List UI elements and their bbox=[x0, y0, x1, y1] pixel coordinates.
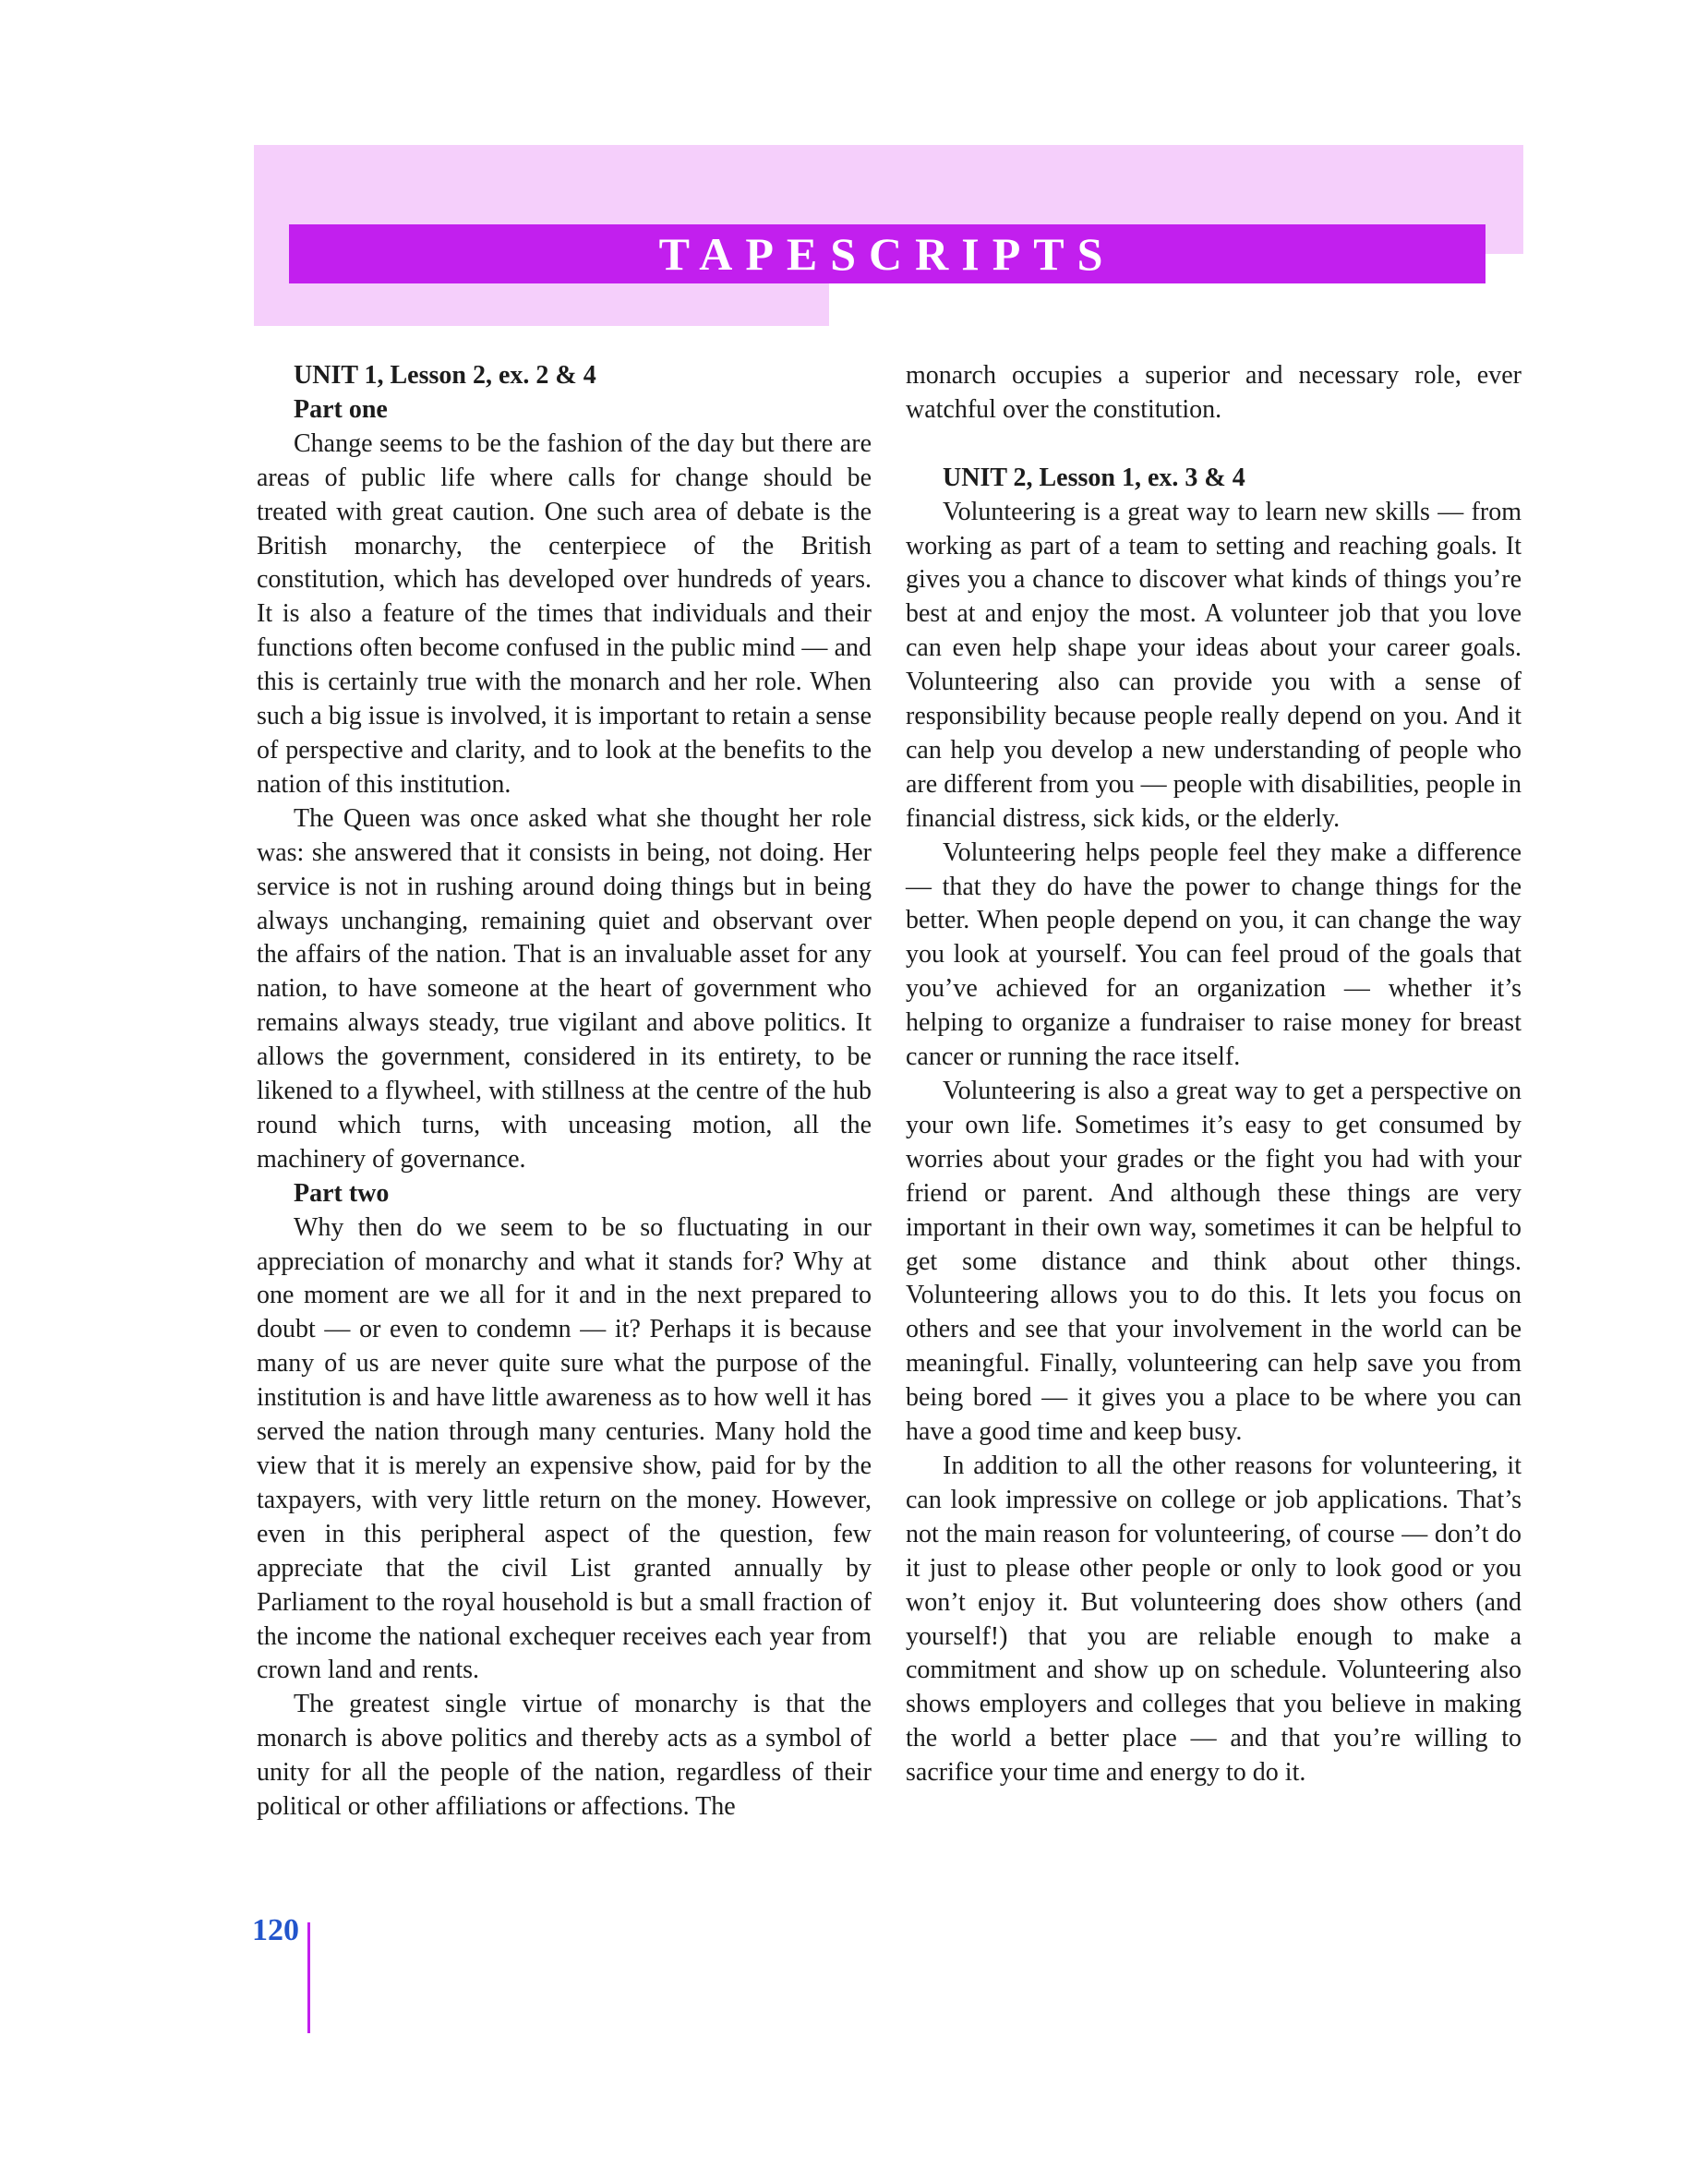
paragraph: Volunteering is a great way to learn new skills — from working as part of a team to setting and reaching goals. It gives you a chance to discover what kinds of things you’re best at and enjoy the most. A volunteer job that you love can even help shape your ideas about your career goals. Volunteering also can provide you with a sense of responsibility because people really depend on you. And it can help you develop a new understanding of people who are different from you — people with disabilities, people in financial distress, sick kids, or the elderly. bbox=[906, 497, 1522, 833]
paragraph: Change seems to be the fashion of the day but there are areas of public life where calls for change should be treated with great caution. One such area of debate is the British monarchy, the centerpiece of the British constitution, which has developed over hundreds of years. It is also a feature of the times that individuals and their functions often become confused in the public mind — and this is certainly true with the monarch and her role. When such a big issue is involved, it is important to retain a sense of perspective and clarity, and to look at the benefits to the nation of this institution. bbox=[257, 428, 872, 799]
paragraph: In addition to all the other reasons for volunteering, it can look impressive on college or job applications. That’s not the main reason for volunteering, of course — don’t do it just to please other people or only to look good or you won’t enjoy it. But volunteering does show others (and yourself!) that you are reliable enough to make a commitment and show up on schedule. Volunteering also shows employers and colleges that you believe in making the world a better place — and that you’re willing to sacrifice your time and energy to do it. bbox=[906, 1451, 1522, 1788]
page-number-rule bbox=[307, 1922, 310, 2033]
paragraph: The Queen was once asked what she thought her role was: she answered that it consists in being, not doing. Her service is not in rushing around doing things but in being always unchanging, remaining quiet and observant over the affairs of the nation. That is an invaluable asset for any nation, to have someone at the heart of government who remains always steady, true vigilant and above politics. It allows the government, considered in its entirety, to be likened to a flywheel, with stillness at the centre of the hub round which turns, with unceasing motion, all the machinery of governance. bbox=[257, 803, 872, 1174]
paragraph: The greatest single virtue of monarchy is that the monarch is above politics and thereby acts as a symbol of unity for all the people of the nation, regardless of their political or other affiliations or affections. The bbox=[257, 1690, 872, 1822]
left-column bbox=[257, 359, 872, 1825]
page-title: TAPESCRIPTS bbox=[289, 224, 1485, 283]
spacer bbox=[906, 428, 1522, 462]
unit-heading: UNIT 2, Lesson 1, ex. 3 & 4 bbox=[943, 463, 1245, 492]
paragraph: Volunteering is also a great way to get a perspective on your own life. Sometimes it’s easy to get consumed by worries about your grades or the fight you had with your friend or parent. And although these things are very important in their own way, sometimes it can be helpful to get some distance and think about other things. Volunteering allows you to do this. It lets you focus on others and see that your involvement in the world can be meaningful. Finally, volunteering can help save you from being bored — it gives you a place to be where you can have a good time and keep busy. bbox=[906, 1077, 1522, 1447]
paragraph-continued: monarch occupies a superior and necessary role, ever watchful over the constitution. bbox=[906, 361, 1522, 424]
unit-heading: UNIT 1, Lesson 2, ex. 2 & 4 bbox=[294, 361, 596, 390]
part-heading: Part two bbox=[294, 1178, 390, 1208]
paragraph: Why then do we seem to be so fluctuating in our appreciation of monarchy and what it stands for? Why at one moment are we all for it and in the next prepared to doubt — or even to condemn — it? Perhaps it is because many of us are never quite sure what the purpose of the institution is and have little awareness as to how well it has served the nation through many centuries. Many hold the view that it is merely an expensive show, paid for by the taxpayers, with very little return on the money. However, even in this peripheral aspect of the question, few appreciate that the civil List granted annually by Parliament to the royal household is but a small fraction of the income the national exchequer receives each year from crown land and rents. bbox=[257, 1212, 872, 1685]
page-number: 120 bbox=[252, 1913, 299, 1947]
part-heading: Part one bbox=[294, 394, 388, 424]
paragraph: Volunteering helps people feel they make a difference — that they do have the power to change things for the better. When people depend on you, it can change the way you look at yourself. You can feel proud of the goals that you’ve achieved for an organization — whether it’s helping to organize a fundraiser to raise money for breast cancer or running the race itself. bbox=[906, 837, 1522, 1072]
right-column bbox=[906, 359, 1522, 1790]
